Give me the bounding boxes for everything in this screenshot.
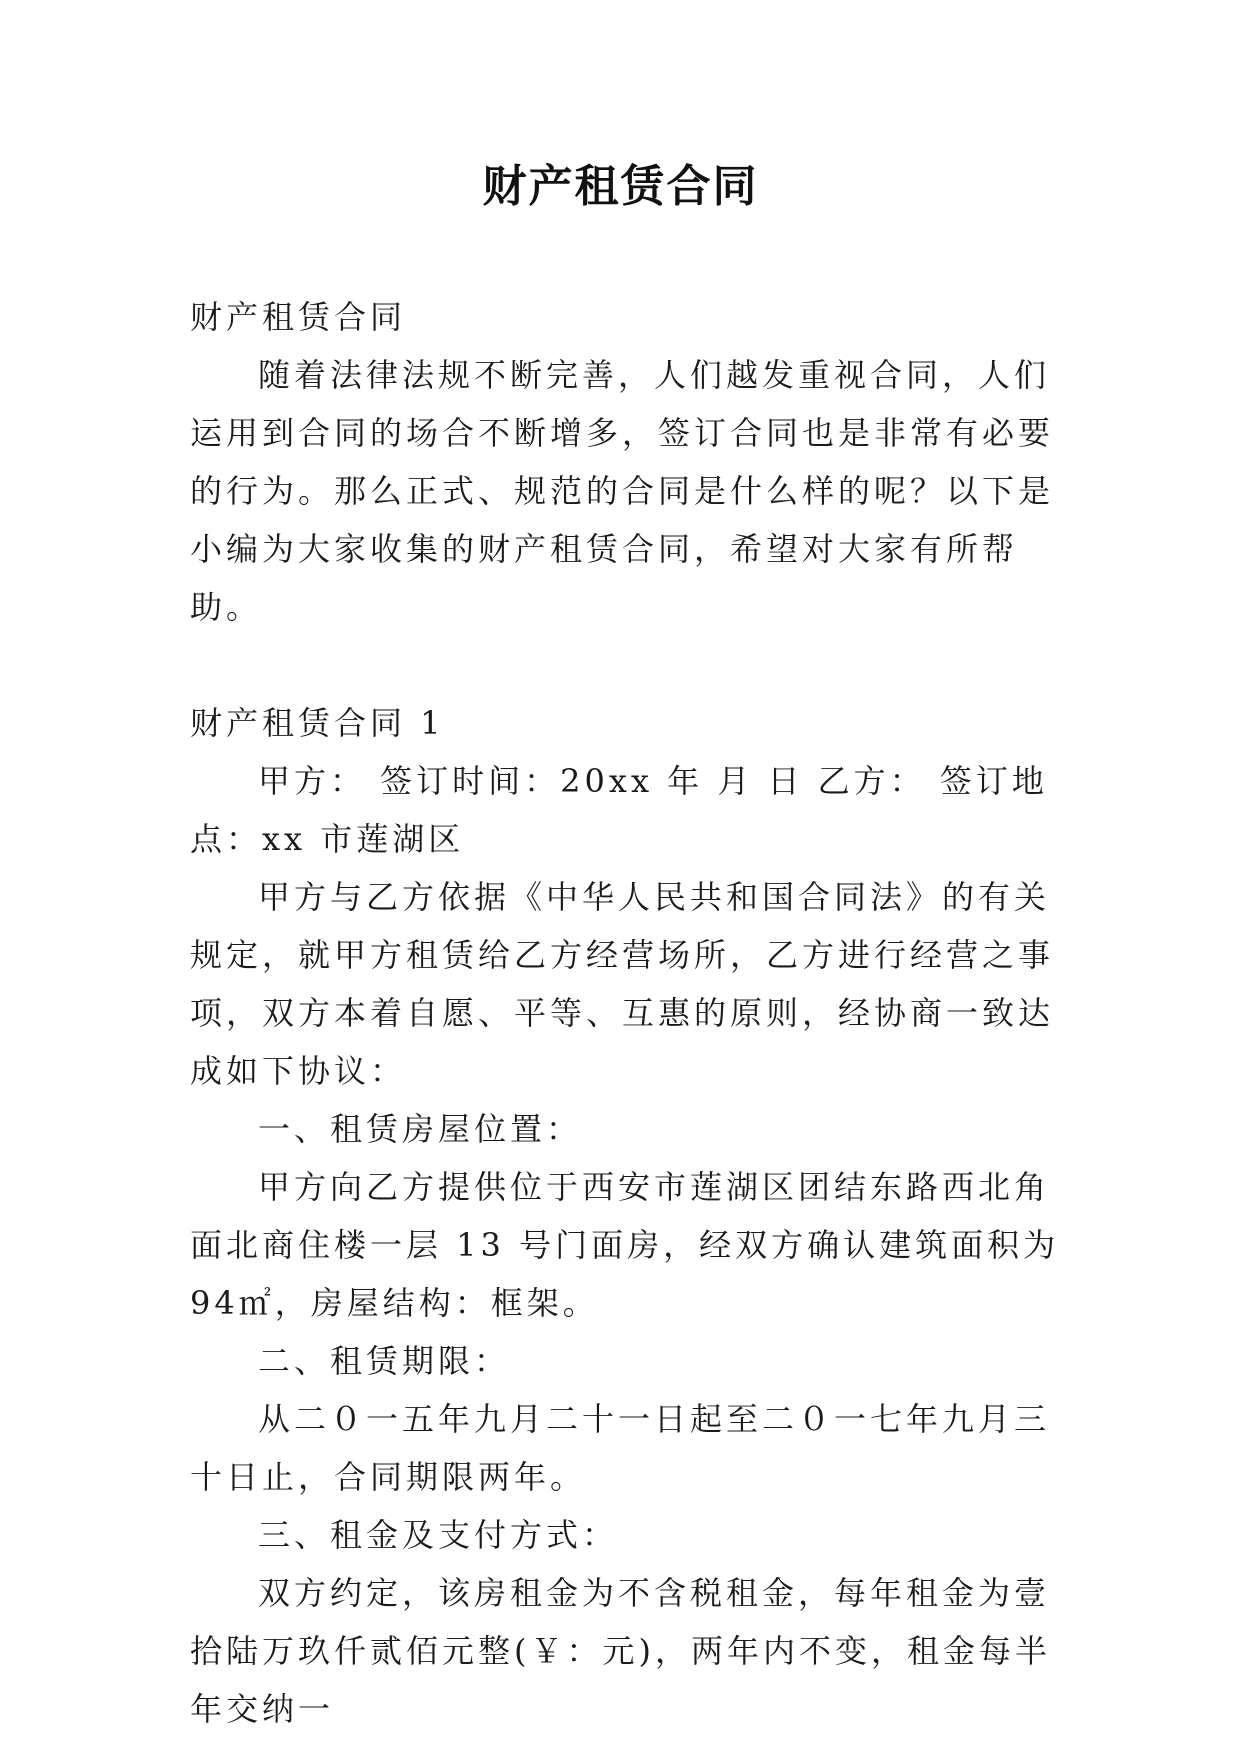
clause-body-2: 从二０一五年九月二十一日起至二０一七年九月三十日止，合同期限两年。 (190, 1400, 1051, 1496)
document-title: 财产租赁合同 (482, 161, 759, 212)
clause-body-3: 双方约定，该房租金为不含税租金，每年租金为壹拾陆万玖仟贰佰元整(￥：元)，两年内不变，租金每半年交纳一 (190, 1574, 1051, 1728)
clause-body-1: 甲方向乙方提供位于西安市莲湖区团结东路西北角面北商住楼一层 13 号门面房，经双方确认建筑面积为 94㎡，房屋结构：框架。 (190, 1168, 1060, 1322)
intro-paragraph: 随着法律法规不断完善，人们越发重视合同，人们运用到合同的场合不断增多，签订合同也是非常有必要的行为。那么正式、规范的合同是什么样的呢？以下是小编为大家收集的财产租赁合同，希望对大家有所帮助。 (190, 356, 1055, 626)
section-heading: 财产租赁合同 1 (190, 704, 445, 742)
parties-paragraph: 甲方： 签订时间：20xx 年 月 日 乙方： 签订地点：xx 市莲湖区 (190, 762, 1048, 858)
clause-heading-3: 三、租金及支付方式： (258, 1516, 619, 1554)
document-body (190, 288, 1060, 1738)
paragraph-gap (190, 636, 1060, 694)
clause-heading-1: 一、租赁房屋位置： (258, 1110, 583, 1148)
preamble-paragraph: 甲方与乙方依据《中华人民共和国合同法》的有关规定，就甲方租赁给乙方经营场所，乙方进行经营之事项，双方本着自愿、平等、互惠的原则，经协商一致达成如下协议： (190, 878, 1055, 1090)
subtitle-paragraph: 财产租赁合同 (190, 298, 407, 336)
clause-heading-2: 二、租赁期限： (258, 1342, 511, 1380)
